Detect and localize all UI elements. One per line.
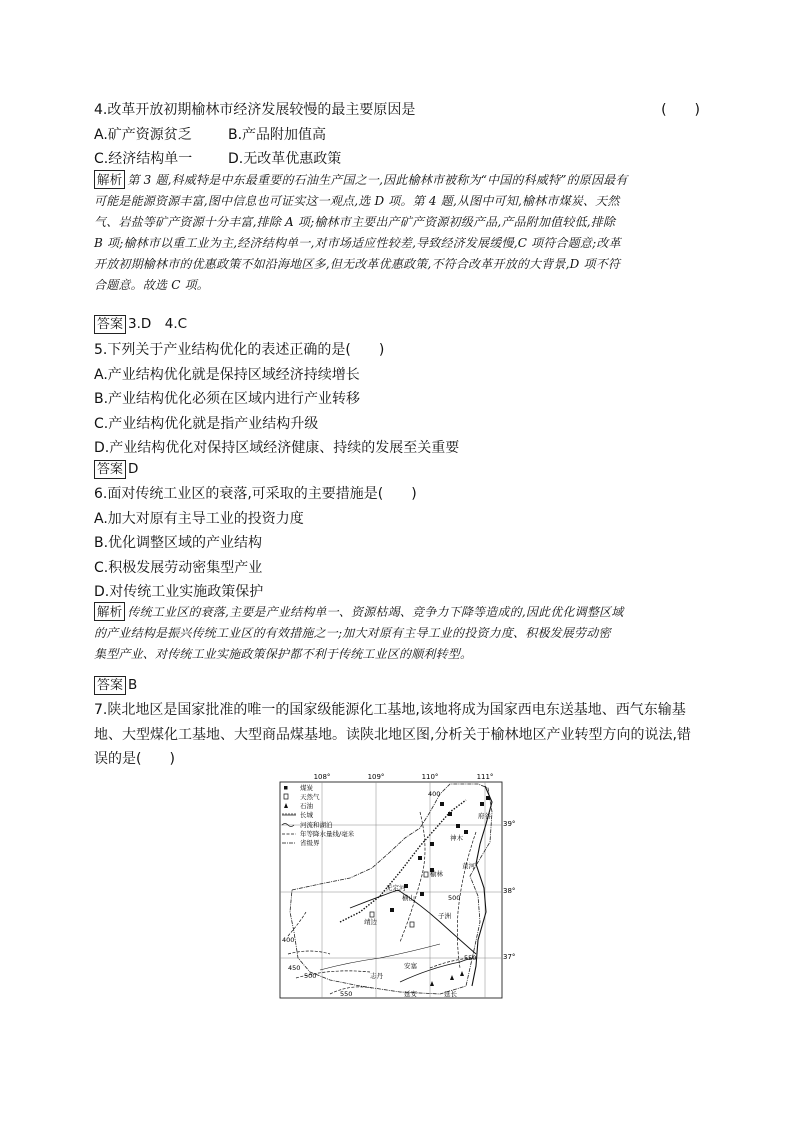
lon-label: 111° xyxy=(476,773,494,781)
explanation-tag: 解析 xyxy=(94,170,125,189)
svg-text:年等降水量线/毫米: 年等降水量线/毫米 xyxy=(300,830,355,838)
isohyet-label: 550 xyxy=(340,990,353,998)
shaanbei-map xyxy=(280,772,516,1000)
oil-fields xyxy=(430,971,464,986)
place-zhidan: 志丹 xyxy=(370,972,383,980)
answer-5: 答案 D xyxy=(94,458,138,480)
place-huanghe: 黄河 xyxy=(462,862,475,870)
answer-blank: ( ) xyxy=(661,102,700,118)
great-wall-icon xyxy=(282,813,296,815)
isohyet-label: 500 xyxy=(304,972,317,980)
question-7: 7.陕北地区是国家批准的唯一的国家级能源化工基地,该地将成为国家西电东送基地、西气东输基 地、大型煤化工基地、大型商品煤基地。读陕北地区图,分析关于榆林地区产业转型方向的说法,错 误的是( ) xyxy=(94,702,691,767)
place-yanchang: 延长 xyxy=(444,990,457,998)
option-a: A.矿产资源贫乏 xyxy=(94,126,192,143)
place-jingbian: 靖边 xyxy=(364,918,377,926)
explanation-tag: 解析 xyxy=(94,602,125,621)
svg-text:石油: 石油 xyxy=(300,802,313,810)
svg-text:煤炭: 煤炭 xyxy=(300,784,313,792)
option-c: C.积极发展劳动密集型产业 xyxy=(94,559,263,576)
svg-text:长城: 长城 xyxy=(300,811,313,819)
option-d: D.无改革优惠政策 xyxy=(228,151,342,167)
coal-icon xyxy=(284,786,288,790)
isohyet-label: 400 xyxy=(282,936,295,944)
isohyet-label: 550 xyxy=(464,954,477,962)
explanation-6: 解析 传统工业区的衰落,主要是产业结构单一、资源枯竭、竞争力下降等造成的,因此优化调整区域 的产业结构是振兴传统工业区的有效措施之一;加大对原有主导工业的投资力度、积极发展劳动密 集型产业、对传统工业实施政策保护都不利于传统工业区的顺利转型。 xyxy=(94,604,624,661)
option-b: B.优化调整区域的产业结构 xyxy=(94,535,263,551)
lat-label: 37° xyxy=(503,953,516,961)
place-names xyxy=(364,811,492,998)
lon-label: 110° xyxy=(421,773,439,781)
option-b: B.产业结构优化必须在区域内进行产业转移 xyxy=(94,391,361,407)
option-d: D.产业结构优化对保持区域经济健康、持续的发展至关重要 xyxy=(94,440,460,456)
option-c: C.经济结构单一 xyxy=(94,151,193,167)
explanation-3-4: 解析 第 3 题,科威特是中东最重要的石油生产国之一,因此榆林市被称为“中国的科威特”的原因最有 可能是能源资源丰富,图中信息也可证实这一观点,选 D 项。第 4 题,从图中可知,榆林市煤炭、天然 气、岩盐等矿产资源十分丰富,排除 A 项;榆林市主要出产矿产资源初级产品,产品附加值较低,排除 B 项;榆林市以重工业为主,经济结构单一,对市场适应性较差,导致经济发展缓慢,C 项符合题意;改革 开放初期榆林市的优惠政策不如沿海地区多,但无改革优惠政策,不符合改革开放的大背景,D 项不符 合题意。故选 C 项。 xyxy=(94,172,628,292)
oil-icon xyxy=(284,803,288,808)
gas-icon xyxy=(284,794,288,799)
question-5 xyxy=(94,338,700,461)
lat-label: 39° xyxy=(503,820,516,828)
river xyxy=(320,944,440,970)
option-a: A.加大对原有主导工业的投资力度 xyxy=(94,510,304,527)
answer-6: 答案 B xyxy=(94,674,137,696)
isohyet-label: 400 xyxy=(428,790,441,798)
option-c: C.产业结构优化就是指产业结构升级 xyxy=(94,415,319,432)
option-d: D.对传统工业实施政策保护 xyxy=(94,584,264,600)
gas-fields xyxy=(370,872,428,927)
answer-tag: 答案 xyxy=(94,315,126,334)
map-legend xyxy=(282,783,355,847)
question-6 xyxy=(94,482,700,605)
place-yulin: 榆林 xyxy=(430,870,443,878)
svg-text:省级界: 省级界 xyxy=(300,839,320,847)
place-yanan: 延安 xyxy=(404,990,417,998)
place-ansai: 安塞 xyxy=(404,962,417,970)
place-fugu: 府谷 xyxy=(478,812,491,820)
answer-3-4: 答案 3.D 4.C xyxy=(94,313,187,335)
answer-tag: 答案 xyxy=(94,460,126,479)
lat-label: 38° xyxy=(503,887,516,895)
question-4 xyxy=(94,98,700,172)
answer-tag: 答案 xyxy=(94,676,126,695)
place-wudinghe: 无定河 xyxy=(386,884,406,892)
place-shenmu: 神木 xyxy=(450,834,463,842)
option-a: A.产业结构优化就是保持区域经济持续增长 xyxy=(94,366,360,383)
svg-text:天然气: 天然气 xyxy=(300,793,320,801)
option-b: B.产品附加值高 xyxy=(228,126,327,143)
isohyet-label: 500 xyxy=(448,894,461,902)
great-wall xyxy=(340,800,466,922)
lon-label: 109° xyxy=(367,773,385,781)
place-zizhou: 子洲 xyxy=(438,912,451,920)
place-hengshan: 横山 xyxy=(402,894,415,902)
question-4-stem: 4.改革开放初期榆林市经济发展较慢的最主要原因是 xyxy=(94,102,416,118)
question-6-stem: 6.面对传统工业区的衰落,可采取的主要措施是( ) xyxy=(94,486,417,502)
isohyet-label: 450 xyxy=(288,964,301,972)
lon-label: 108° xyxy=(313,773,331,781)
svg-text:河流和湖泊: 河流和湖泊 xyxy=(300,821,333,829)
question-5-stem: 5.下列关于产业结构优化的表述正确的是( ) xyxy=(94,342,385,358)
